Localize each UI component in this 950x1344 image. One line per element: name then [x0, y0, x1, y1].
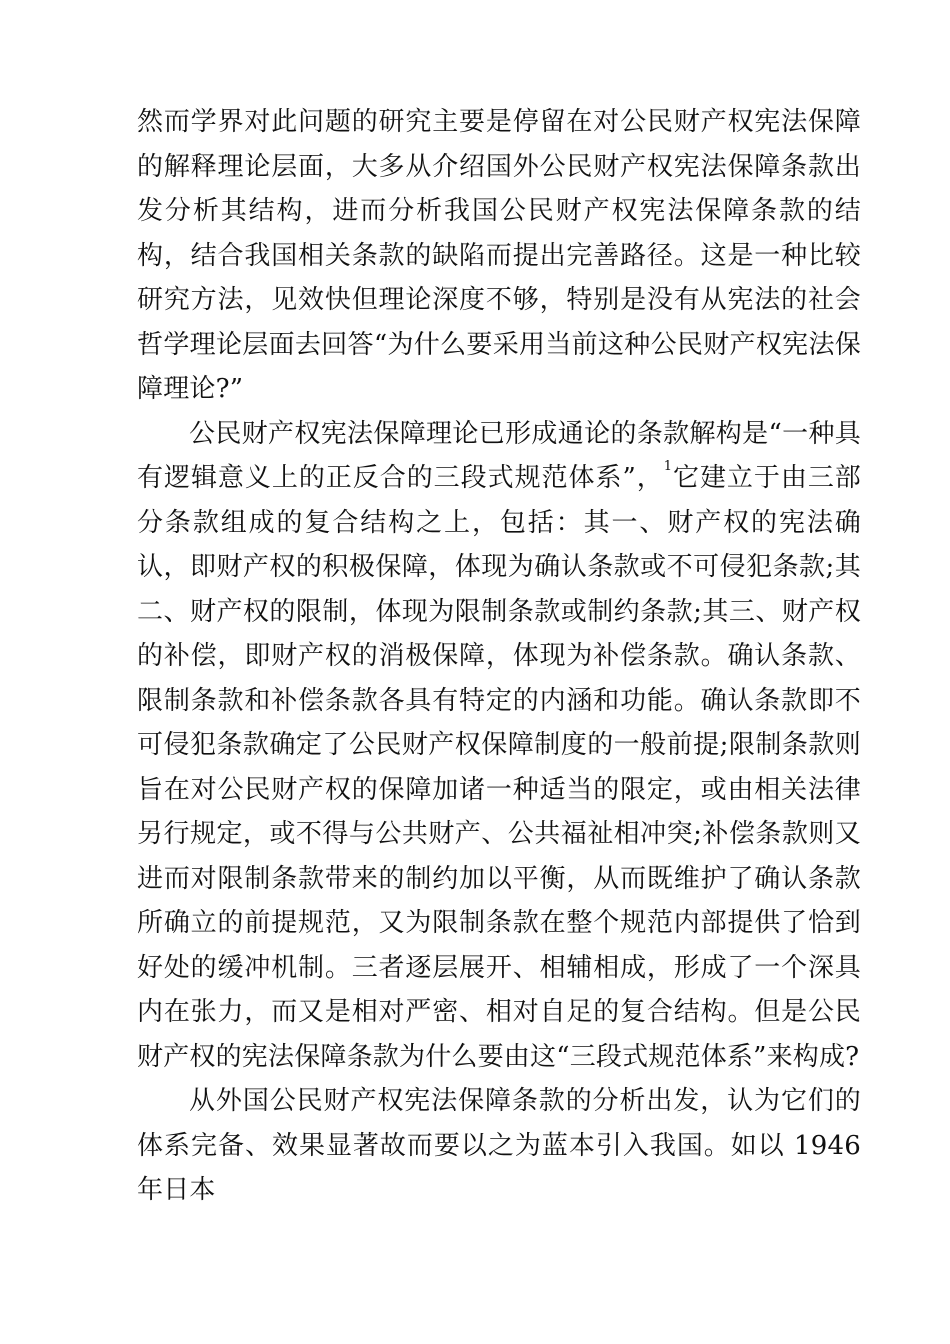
paragraph-1: 然而学界对此问题的研究主要是停留在对公民财产权宪法保障的解释理论层面，大多从介绍国外公民财产权宪法保障条款出发分析其结构，进而分析我国公民财产权宪法保障条款的结构，结合我国相关条款的缺陷而提出完善路径。这是一种比较研究方法，见效快但理论深度不够，特别是没有从宪法的社会哲学理论层面去回答“为什么要采用当前这种公民财产权宪法保障理论?” — [137, 107, 861, 404]
paragraph-2-text-a: 公民财产权宪法保障理论已形成通论的条款解构是“一种具有逻辑意义上的正反合的三段式规范体系”， — [137, 418, 861, 493]
paragraph-2 — [137, 412, 861, 1080]
paragraph-3: 从外国公民财产权宪法保障条款的分析出发，认为它们的体系完备、效果显著故而要以之为蓝本引入我国。如以 1946 年日本 — [137, 1086, 861, 1205]
footnote-marker[interactable]: 1 — [663, 459, 673, 474]
paragraph-2-text-b: 它建立于由三部分条款组成的复合结构之上，包括：其一、财产权的宪法确认，即财产权的积极保障，体现为确认条款或不可侵犯条款;其二、财产权的限制，体现为限制条款或制约条款;其三、财产权的补偿，即财产权的消极保障，体现为补偿条款。确认条款、限制条款和补偿条款各具有特定的内涵和功能。确认条款即不可侵犯条款确定了公民财产权保障制度的一般前提;限制条款则旨在对公民财产权的保障加诸一种适当的限定，或由相关法律另行规定，或不得与公共财产、公共福祉相冲突;补偿条款则又进而对限制条款带来的制约加以平衡，从而既维护了确认条款所确立的前提规范，又为限制条款在整个规范内部提供了恰到好处的缓冲机制。三者逐层展开、相辅相成，形成了一个深具内在张力，而又是相对严密、相对自足的复合结构。但是公民财产权的宪法保障条款为什么要由这“三段式规范体系”来构成? — [137, 463, 861, 1072]
document-page — [137, 100, 861, 1213]
